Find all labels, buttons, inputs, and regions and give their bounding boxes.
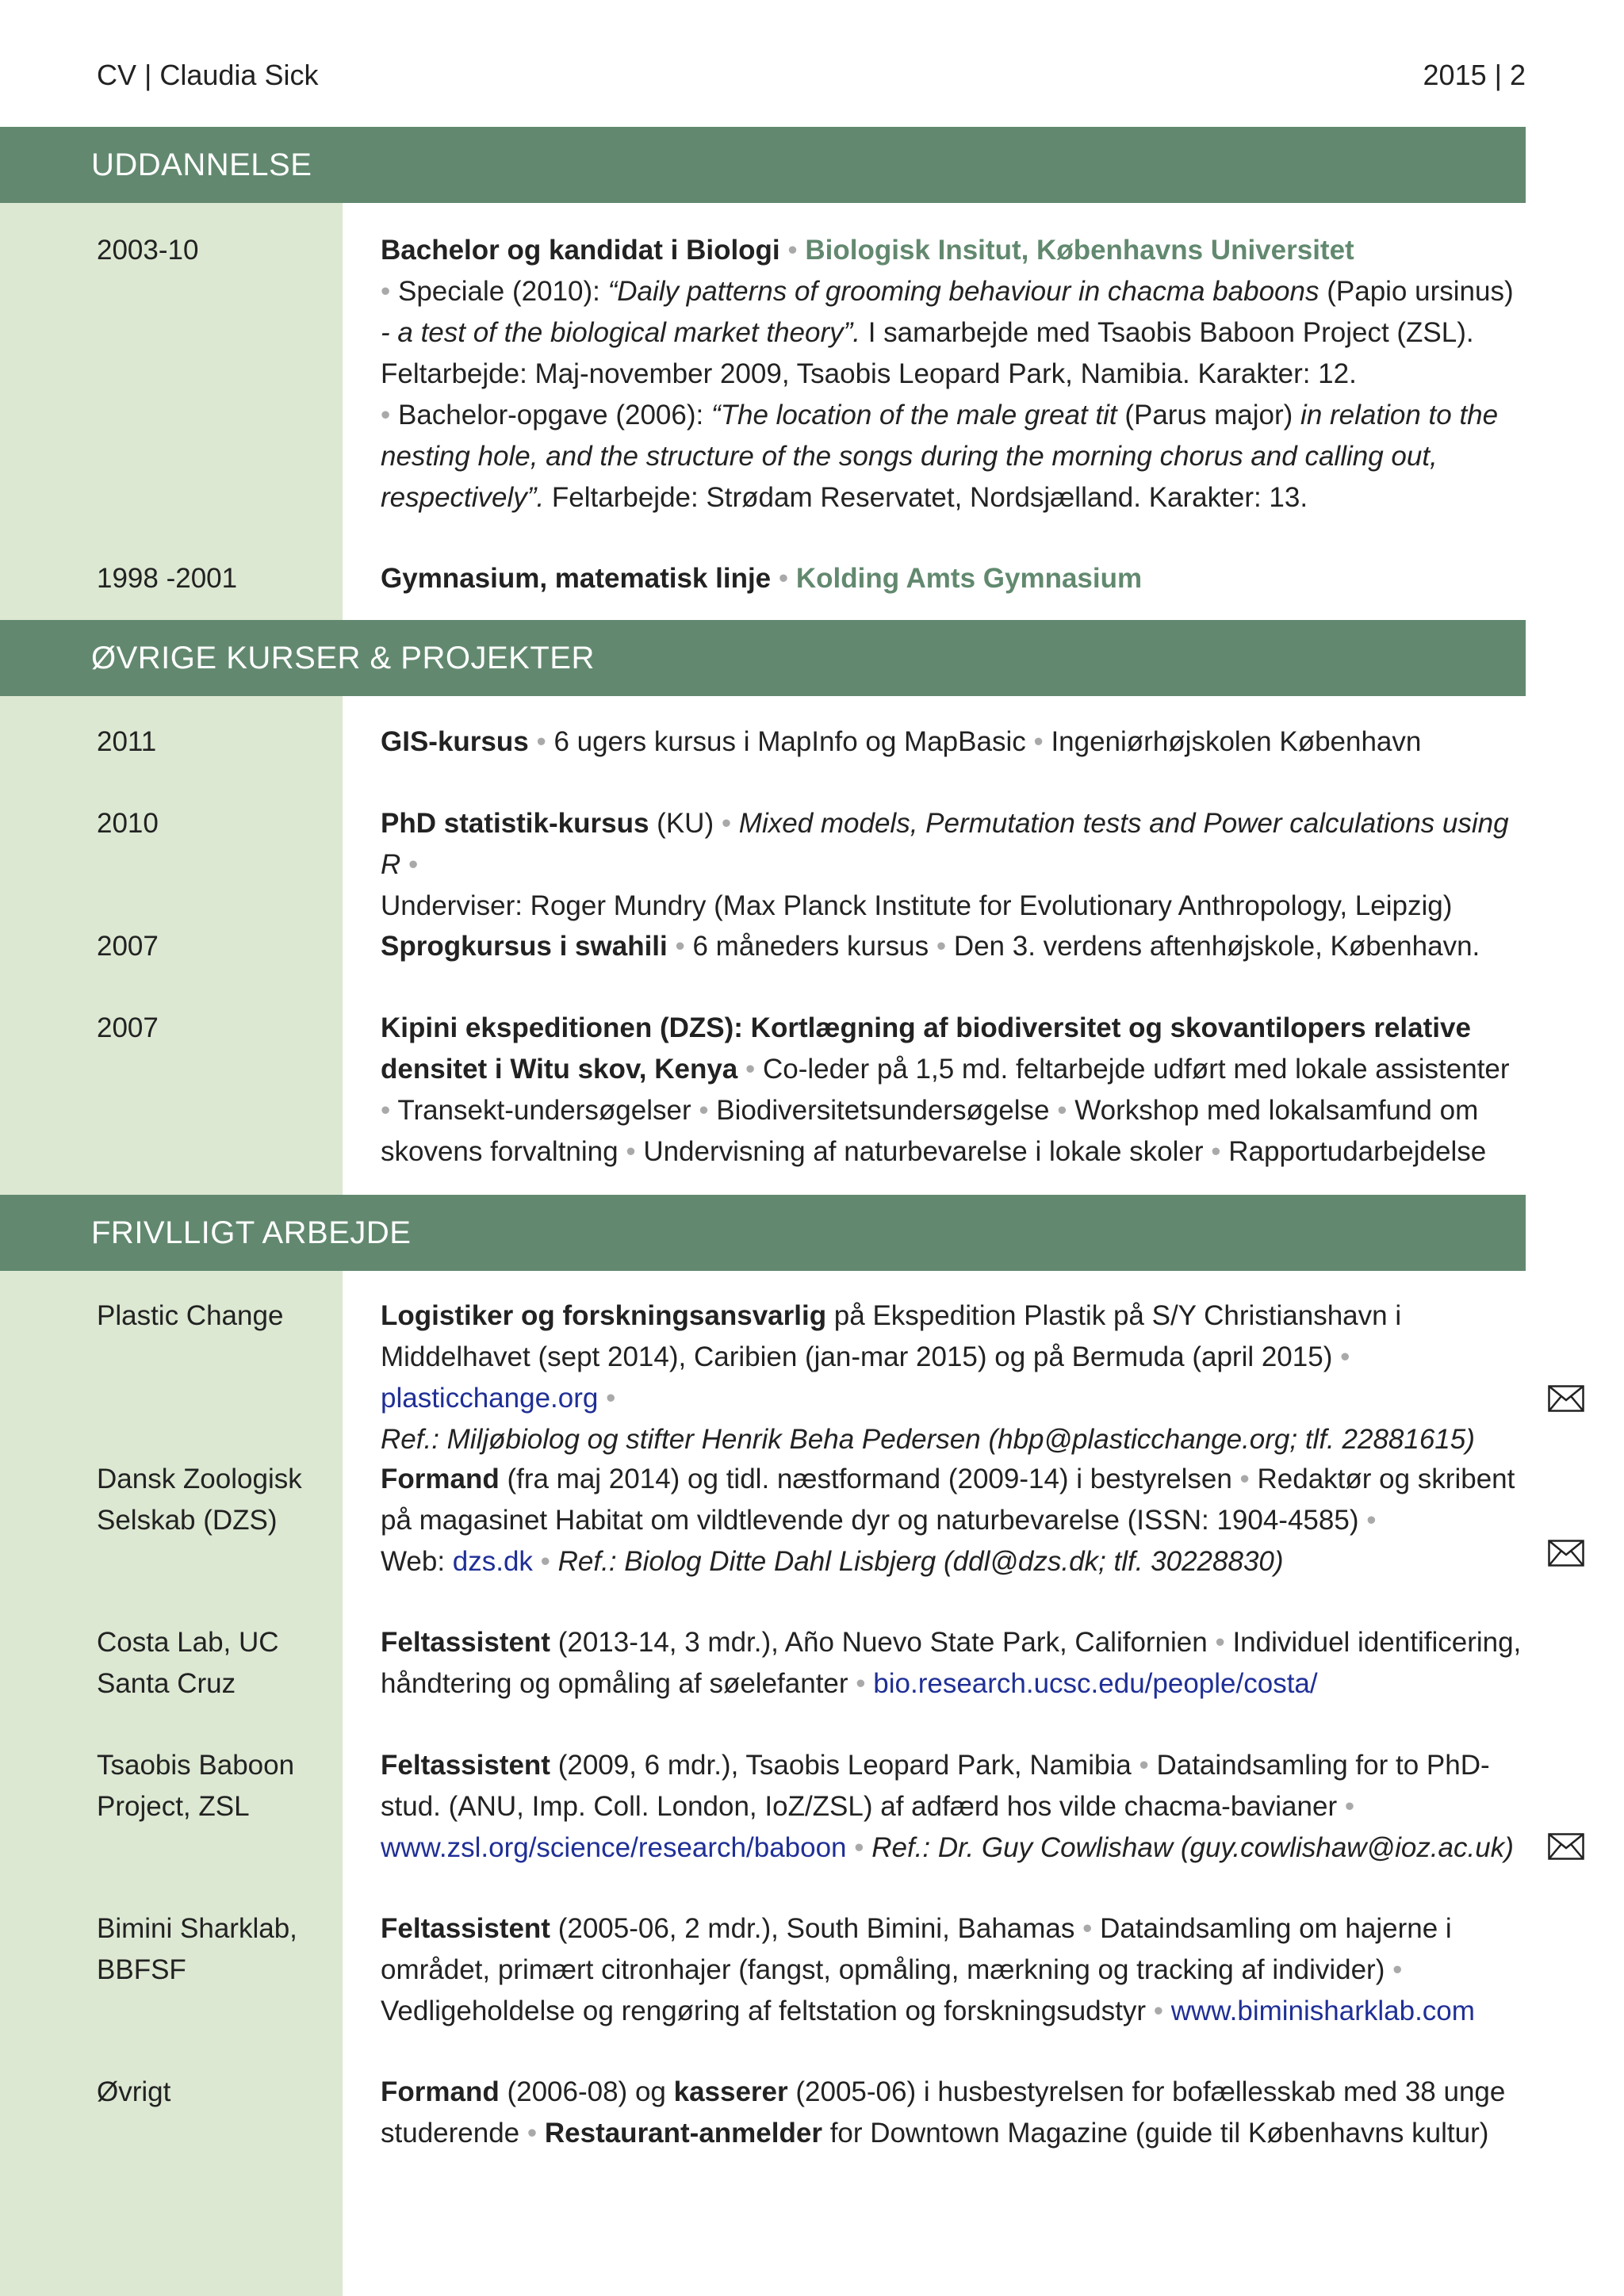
entry-description bbox=[381, 1008, 1522, 1173]
entry-text: Co-leder på 1,5 md. feltarbejde udført med lokale assistenter bbox=[762, 1054, 1510, 1085]
bachelor-label: Bachelor-opgave (2006): bbox=[397, 400, 711, 430]
entry-description bbox=[381, 230, 1522, 519]
entry-text: Redaktør og skribent på magasinet Habitat om vildtlevende dyr og naturbevarelse (ISSN: 1904-4585) bbox=[381, 1464, 1515, 1536]
entry-text: (2009, 6 mdr.), Tsaobis Leopard Park, Namibia bbox=[550, 1750, 1139, 1781]
entry-role: kasserer bbox=[673, 2076, 788, 2107]
entry-role: Formand bbox=[381, 2076, 500, 2107]
section-header-courses: ØVRIGE KURSER & PROJEKTER bbox=[0, 620, 1526, 696]
entry-title-suffix: (KU) bbox=[649, 808, 714, 839]
reference: Ref.: Miljøbiolog og stifter Henrik Beha Pedersen (hbp@plasticchange.org; tlf. 22881615) bbox=[381, 1424, 1475, 1455]
entry-text: Individuel identificering, håndtering og opmåling af søelefanter bbox=[381, 1627, 1522, 1699]
entry-organization: Dansk Zoologisk Selskab (DZS) bbox=[97, 1464, 302, 1536]
bullet: • bbox=[381, 1095, 398, 1126]
entry-text: Transekt-undersøgelser bbox=[397, 1095, 691, 1126]
section-header-volunteer: FRIVLLIGT ARBEJDE bbox=[0, 1195, 1526, 1271]
entry-organization: Øvrigt bbox=[97, 2076, 171, 2107]
page-header bbox=[0, 0, 1624, 127]
entry-institution: Biologisk Insitut, Københavns Universitet bbox=[805, 235, 1354, 266]
envelope-icon[interactable] bbox=[1548, 1385, 1584, 1412]
bullet: • bbox=[381, 276, 398, 307]
entry-text: Rapportudarbejdelse bbox=[1228, 1136, 1487, 1167]
entry-text: på Ekspedition Plastik på S/Y Christianshavn i Middelhavet (sept 2014), Caribien (jan-mar 2015) og på Bermuda (april 2015) bbox=[381, 1300, 1402, 1372]
bullet: • bbox=[1344, 1791, 1355, 1822]
entry-date: 2003-10 bbox=[97, 235, 199, 266]
entry-text: 6 måneders kursus bbox=[692, 931, 929, 962]
bachelor-species: (Parus major) bbox=[1116, 400, 1293, 430]
bullet: • bbox=[1139, 1750, 1157, 1781]
reference: Ref.: Dr. Guy Cowlishaw (guy.cowlishaw@ioz.ac.uk) bbox=[871, 1832, 1514, 1863]
entry-text: Dataindsamling for to PhD-stud. (ANU, Imp. Coll. London, IoZ/ZSL) af adfærd hos vilde chacma-bavianer bbox=[381, 1750, 1490, 1822]
entry-text: for Downtown Magazine (guide til Københavns kultur) bbox=[822, 2118, 1489, 2149]
entry-description bbox=[381, 803, 1522, 927]
entry-text: (2013-14, 3 mdr.), Año Nuevo State Park, Californien bbox=[550, 1627, 1216, 1658]
entry-text: (2005-06, 2 mdr.), South Bimini, Bahamas bbox=[550, 1913, 1083, 1944]
entry-date: 1998 -2001 bbox=[97, 563, 238, 594]
bullet: • bbox=[598, 1383, 616, 1414]
entry-role: Logistiker og forskningsansvarlig bbox=[381, 1300, 827, 1331]
header-year-page: 2015 | 2 bbox=[1423, 59, 1526, 91]
entry-description bbox=[381, 558, 1522, 599]
entry-institution: Kolding Amts Gymnasium bbox=[795, 563, 1143, 594]
bullet: • bbox=[1215, 1627, 1233, 1658]
bullet: • bbox=[691, 1095, 717, 1126]
entry-role: Feltassistent bbox=[381, 1627, 550, 1658]
entry-description bbox=[381, 1459, 1522, 1582]
entry-text: (2006-08) og bbox=[499, 2076, 674, 2107]
bullet: • bbox=[1392, 1954, 1403, 1985]
website-link[interactable]: plasticchange.org bbox=[381, 1383, 599, 1414]
entry-description bbox=[381, 2072, 1522, 2154]
entry-text: Underviser: Roger Mundry (Max Planck Institute for Evolutionary Anthropology, Leipzig) bbox=[381, 890, 1453, 921]
bullet: • bbox=[1203, 1136, 1229, 1167]
bullet: • bbox=[856, 1668, 874, 1699]
bullet: • bbox=[1153, 1996, 1171, 2026]
bullet: • bbox=[381, 400, 398, 430]
entry-text: Den 3. verdens aftenhøjskole, København. bbox=[953, 931, 1480, 962]
entry-text: 6 ugers kursus i MapInfo og MapBasic bbox=[553, 726, 1026, 757]
entry-title: Kipini ekspeditionen (DZS): Kortlægning af biodiversitet og skovantilopers relative densitet i Witu skov, Kenya bbox=[381, 1012, 1471, 1085]
entry-description bbox=[381, 721, 1522, 763]
bullet: • bbox=[1239, 1464, 1258, 1494]
entry-date: 2011 bbox=[97, 726, 157, 757]
entry-description bbox=[381, 1745, 1522, 1869]
bullet: • bbox=[1340, 1341, 1350, 1372]
entry-description bbox=[381, 1622, 1522, 1705]
entry-text: (fra maj 2014) og tidl. næstformand (2009-14) i bestyrelsen bbox=[499, 1464, 1240, 1494]
entry-title: GIS-kursus bbox=[381, 726, 529, 757]
website-link[interactable]: www.biminisharklab.com bbox=[1170, 1996, 1475, 2026]
entry-organization: Tsaobis Baboon Project, ZSL bbox=[97, 1750, 295, 1822]
website-link[interactable]: bio.research.ucsc.edu/people/costa/ bbox=[873, 1668, 1318, 1699]
bullet: • bbox=[527, 2118, 545, 2149]
bachelor-title: “The location of the male great tit bbox=[710, 400, 1117, 430]
entry-topic: Mixed models, Permutation tests and Power calculations using R bbox=[381, 808, 1509, 880]
entry-description bbox=[381, 926, 1522, 967]
entry-date: 2010 bbox=[97, 808, 159, 839]
bullet: • bbox=[1366, 1505, 1377, 1536]
entry-text: (2005-06) i husbestyrelsen for bofællesskab med 38 unge studerende bbox=[381, 2076, 1506, 2149]
thesis-details: I samarbejde med Tsaobis Baboon Project (ZSL). Feltarbejde: Maj-november 2009, Tsaobis Leopard Park, Namibia. Karakter: 12. bbox=[381, 317, 1474, 389]
entry-text: Dataindsamling om hajerne i området, primært citronhajer (fangst, opmåling, mærkning og tracking af individer) bbox=[381, 1913, 1452, 1985]
entry-role: Restaurant-anmelder bbox=[544, 2118, 822, 2149]
thesis-species: (Papio ursinus) bbox=[1319, 276, 1514, 307]
entry-description bbox=[381, 1908, 1522, 2032]
entry-text: Biodiversitetsundersøgelse bbox=[716, 1095, 1050, 1126]
bullet: • bbox=[532, 1546, 558, 1577]
bullet: • bbox=[929, 931, 954, 962]
bachelor-details: Feltarbejde: Strødam Reservatet, Nordsjælland. Karakter: 13. bbox=[544, 482, 1308, 513]
entry-text: Workshop med lokalsamfund om skovens forvaltning bbox=[381, 1095, 1479, 1167]
entry-date: 2007 bbox=[97, 1012, 159, 1043]
bullet: • bbox=[778, 563, 796, 594]
website-link[interactable]: dzs.dk bbox=[452, 1546, 533, 1577]
thesis-title-cont: - a test of the biological market theory”. bbox=[381, 317, 860, 348]
entry-title: Sprogkursus i swahili bbox=[381, 931, 668, 962]
bullet: • bbox=[528, 726, 554, 757]
bachelor-title-cont: in relation to the nesting hole, and the structure of the songs during the morning chorus and calling out, respectively”. bbox=[381, 400, 1499, 513]
bullet: • bbox=[714, 808, 739, 839]
bullet: • bbox=[400, 849, 419, 880]
entry-text: Ingeniørhøjskolen København bbox=[1051, 726, 1422, 757]
section-header-education: UDDANNELSE bbox=[0, 127, 1526, 203]
bullet: • bbox=[1049, 1095, 1075, 1126]
entry-organization: Bimini Sharklab, BBFSF bbox=[97, 1913, 297, 1985]
entry-description bbox=[381, 1295, 1522, 1460]
website-link[interactable]: www.zsl.org/science/research/baboon bbox=[381, 1832, 847, 1863]
web-label: Web: bbox=[381, 1546, 453, 1577]
entry-title: Gymnasium, matematisk linje bbox=[381, 563, 772, 594]
entry-organization: Costa Lab, UC Santa Cruz bbox=[97, 1627, 279, 1699]
envelope-icon[interactable] bbox=[1548, 1833, 1584, 1860]
thesis-label: Speciale (2010): bbox=[397, 276, 608, 307]
reference: Ref.: Biolog Ditte Dahl Lisbjerg (ddl@dzs.dk; tlf. 30228830) bbox=[557, 1546, 1284, 1577]
bullet: • bbox=[846, 1832, 872, 1863]
entry-role: Feltassistent bbox=[381, 1913, 550, 1944]
header-name: CV | Claudia Sick bbox=[97, 59, 319, 91]
thesis-title: “Daily patterns of grooming behaviour in chacma baboons bbox=[607, 276, 1320, 307]
entry-role: Formand bbox=[381, 1464, 500, 1494]
bullet: • bbox=[618, 1136, 644, 1167]
entry-title: Bachelor og kandidat i Biologi bbox=[381, 235, 780, 266]
entry-title: PhD statistik-kursus bbox=[381, 808, 649, 839]
entry-text: Vedligeholdelse og rengøring af feltstation og forskningsudstyr bbox=[381, 1996, 1154, 2026]
envelope-icon[interactable] bbox=[1548, 1540, 1584, 1567]
bullet: • bbox=[1025, 726, 1051, 757]
entry-role: Feltassistent bbox=[381, 1750, 550, 1781]
bullet: • bbox=[737, 1054, 763, 1085]
entry-organization: Plastic Change bbox=[97, 1300, 284, 1331]
bullet: • bbox=[787, 235, 806, 266]
entry-date: 2007 bbox=[97, 931, 159, 962]
bullet: • bbox=[1082, 1913, 1101, 1944]
entry-text: Undervisning af naturbevarelse i lokale skoler bbox=[643, 1136, 1204, 1167]
bullet: • bbox=[667, 931, 693, 962]
